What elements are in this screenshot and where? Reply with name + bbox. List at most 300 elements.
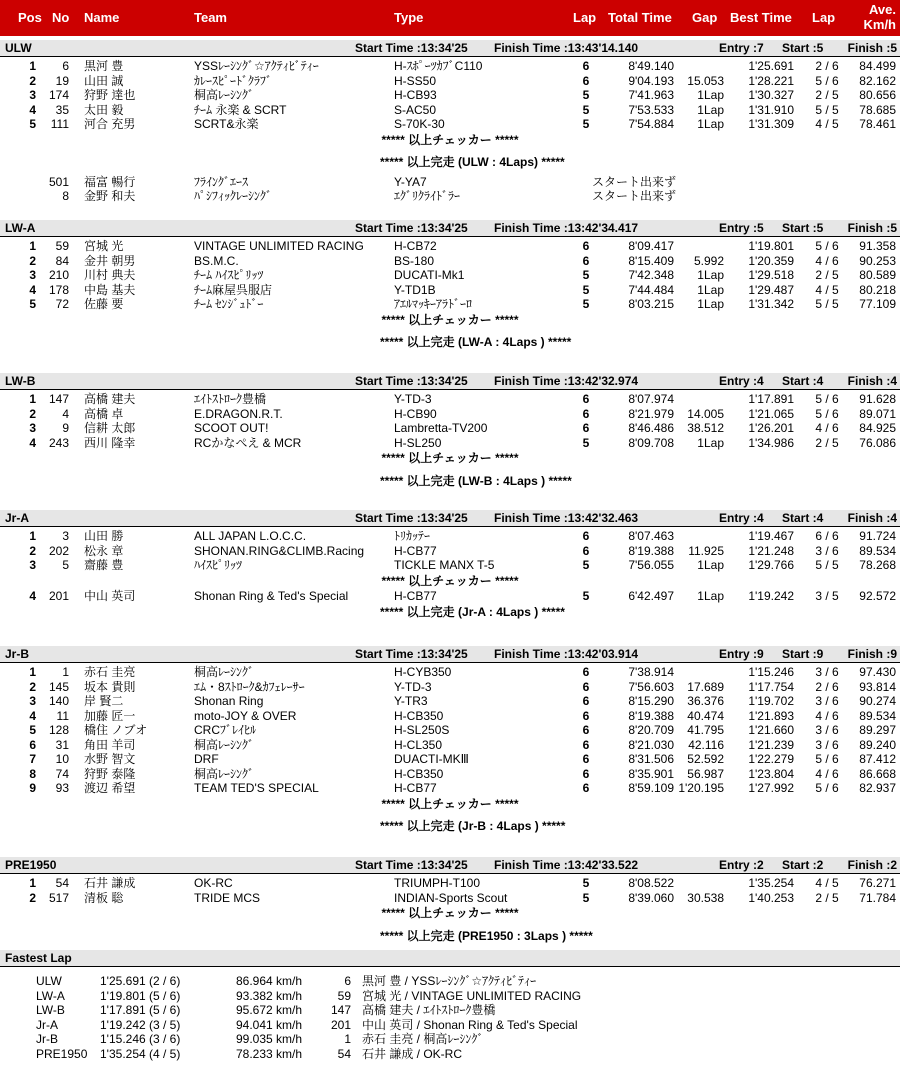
cell-type: Lambretta-TV200 [394, 421, 488, 435]
cell-type: Y-TD-3 [394, 679, 432, 694]
cell-team: CRCﾌﾞﾚｲﾋﾙ [194, 723, 256, 737]
cell-lap: 6 [582, 665, 590, 679]
cell-bestlap: 5 / 6 [815, 239, 839, 253]
cell-best: 1'40.253 [748, 890, 794, 905]
cell-no: 31 [55, 737, 69, 752]
fastest-class: LW-A [36, 988, 65, 1003]
cell-total: 7'41.963 [628, 88, 674, 102]
fastest-class: ULW [36, 974, 62, 988]
cell-team: BS.M.C. [194, 253, 239, 268]
cell-ave: 77.109 [859, 297, 896, 311]
cell-type: Y-TD-3 [394, 392, 432, 406]
cell-bestlap: 5 / 6 [815, 73, 839, 88]
cell-lap: 6 [582, 737, 590, 752]
cell-no: 501 [48, 174, 69, 189]
cell-team: ALL JAPAN L.O.C.C. [194, 529, 307, 543]
cell-team: Shonan Ring & Ted's Special [194, 589, 349, 603]
cell-total: 8'15.409 [628, 253, 674, 268]
header-lap: Lap [573, 10, 597, 25]
cell-type: S-70K-30 [394, 117, 445, 131]
cell-team: 桐高ﾚｰｼﾝｸﾞ [194, 737, 255, 752]
cell-name: 狩野 泰隆 [84, 766, 136, 781]
cell-best: 1'28.221 [748, 73, 794, 88]
class-entry-count: Entry :4 [719, 511, 764, 525]
cell-best: 1'31.342 [748, 297, 794, 311]
cell-team: ﾌﾗｲﾝｸﾞｴｰｽ [194, 174, 249, 189]
cell-team: YSSﾚｰｼﾝｸﾞ☆ｱｸﾃｨﾋﾞﾃｨｰ [194, 59, 319, 73]
cell-pos: 1 [29, 59, 36, 73]
cell-pos: 3 [29, 421, 36, 435]
cell-type: Y-YA7 [394, 174, 427, 189]
cell-pos: 3 [29, 268, 36, 282]
cell-name: 金井 朝男 [84, 253, 136, 268]
fastest-no: 201 [330, 1017, 351, 1032]
cell-ave: 84.925 [859, 421, 896, 435]
cell-lap: 6 [582, 766, 590, 781]
cell-gap: 1Lap [697, 268, 724, 282]
cell-gap: 1Lap [697, 88, 724, 102]
cell-no: 8 [62, 189, 69, 203]
cell-bestlap: 3 / 6 [815, 543, 839, 558]
fastest-rider-team: 黒河 豊 / YSSﾚｰｼﾝｸﾞ☆ｱｸﾃｨﾋﾞﾃｨｰ [362, 974, 537, 988]
cell-lap: 5 [582, 282, 590, 297]
cell-name: 西川 隆幸 [84, 435, 136, 450]
cell-gap: 5.992 [693, 253, 724, 268]
cell-best: 1'31.309 [748, 117, 794, 131]
cell-total: 8'59.109 [628, 781, 674, 795]
cell-best: 1'21.248 [748, 543, 794, 558]
cell-no: 128 [48, 723, 69, 737]
cell-type: DUCATI-Mk1 [394, 268, 465, 282]
header-no: No [52, 10, 70, 25]
cell-best: 1'27.992 [748, 781, 794, 795]
cell-team: OK-RC [194, 876, 233, 890]
cell-name: 高橋 建夫 [84, 392, 136, 406]
cell-no: 93 [55, 781, 69, 795]
cell-gap: 17.689 [687, 679, 724, 694]
cell-ave: 92.572 [859, 589, 896, 603]
class-start-time: Start Time :13:34'25 [355, 511, 468, 525]
cell-name: 山田 誠 [84, 73, 124, 88]
cell-type: H-CB350 [394, 766, 444, 781]
cell-best: 1'35.254 [748, 876, 794, 890]
fastest-no: 59 [337, 988, 351, 1003]
cell-pos: 2 [29, 890, 36, 905]
cell-gap: 1Lap [697, 435, 724, 450]
cell-pos: 1 [29, 239, 36, 253]
cell-no: 11 [56, 708, 69, 723]
cell-best: 1'23.804 [748, 766, 794, 781]
checker-line: ***** 以上チェッカー ***** [381, 451, 519, 465]
cell-ave: 91.628 [859, 392, 896, 406]
fastest-speed: 86.964 km/h [236, 974, 303, 988]
cell-ave: 78.461 [859, 117, 896, 131]
cell-ave: 86.668 [859, 766, 896, 781]
cell-bestlap: 2 / 6 [815, 679, 839, 694]
cell-lap: 6 [582, 679, 590, 694]
class-name: PRE1950 [5, 858, 57, 872]
complete-line: ***** 以上完走 (ULW : 4Laps) ***** [380, 155, 565, 169]
fastest-speed: 93.382 km/h [236, 988, 303, 1003]
cell-total: 8'46.486 [628, 421, 674, 435]
cell-best: 1'29.487 [748, 282, 794, 297]
cell-pos: 5 [29, 723, 36, 737]
cell-gap: 1Lap [697, 558, 724, 572]
cell-pos: 4 [29, 282, 36, 297]
cell-total: 8'19.388 [628, 543, 674, 558]
cell-best: 1'34.986 [748, 435, 794, 450]
cell-gap: 40.474 [687, 708, 724, 723]
cell-ave: 76.271 [859, 876, 896, 890]
cell-ave: 89.297 [859, 723, 896, 737]
cell-no: 243 [48, 435, 69, 450]
cell-pos: 7 [29, 752, 36, 766]
cell-ave: 71.784 [859, 890, 896, 905]
cell-best: 1'26.201 [748, 421, 794, 435]
cell-team: RCかなぺえ & MCR [194, 435, 302, 450]
class-name: Jr-A [5, 511, 30, 525]
cell-lap: 6 [582, 694, 590, 708]
cell-type: H-CB72 [394, 239, 437, 253]
cell-type: TRIUMPH-T100 [394, 876, 481, 890]
cell-pos: 9 [29, 781, 36, 795]
fastest-rider-team: 石井 謙成 / OK-RC [362, 1047, 463, 1061]
cell-best: 1'29.766 [748, 558, 794, 572]
cell-lap: 5 [582, 297, 590, 311]
class-header-divider [0, 56, 900, 57]
cell-lap: 5 [582, 117, 590, 131]
cell-pos: 5 [29, 117, 36, 131]
cell-gap: 15.053 [687, 73, 724, 88]
cell-total: 7'38.914 [628, 665, 674, 679]
cell-lap: 6 [582, 529, 590, 543]
cell-total: 7'56.055 [628, 558, 674, 572]
class-header-divider [0, 389, 900, 390]
cell-gap: 1Lap [697, 102, 724, 117]
checker-line: ***** 以上チェッカー ***** [381, 573, 519, 588]
cell-name: 黒河 豊 [84, 59, 124, 73]
cell-pos: 1 [29, 876, 36, 890]
complete-line: ***** 以上完走 (Jr-B : 4Laps ) ***** [380, 819, 566, 833]
fastest-rider-team: 中山 英司 / Shonan Ring & Ted's Special [362, 1017, 578, 1032]
cell-no: 4 [62, 406, 69, 421]
cell-best: 1'17.754 [748, 679, 794, 694]
header-total-time: Total Time [608, 10, 672, 25]
class-start-count: Start :9 [782, 647, 824, 661]
cell-ave: 80.656 [859, 88, 896, 102]
checker-line: ***** 以上チェッカー ***** [381, 906, 519, 920]
class-start-count: Start :5 [782, 221, 824, 235]
cell-pos: 2 [29, 253, 36, 268]
cell-bestlap: 5 / 5 [815, 102, 839, 117]
cell-team: DRF [194, 752, 219, 766]
class-finish-count: Finish :5 [847, 41, 897, 55]
cell-pos: 4 [29, 435, 36, 450]
cell-bestlap: 6 / 6 [815, 529, 839, 543]
cell-lap: 5 [582, 102, 590, 117]
cell-team: moto-JOY & OVER [194, 708, 297, 723]
cell-no: 178 [48, 282, 69, 297]
cell-best: 1'30.327 [748, 88, 794, 102]
cell-best: 1'19.801 [748, 239, 794, 253]
class-finish-count: Finish :2 [847, 858, 897, 872]
cell-ave: 89.534 [859, 708, 896, 723]
fastest-time: 1'17.891 (5 / 6) [100, 1003, 181, 1018]
class-header-divider [0, 526, 900, 527]
cell-ave: 89.534 [859, 543, 896, 558]
cell-name: 橋住 ノブオ [84, 723, 148, 737]
cell-bestlap: 4 / 5 [815, 282, 839, 297]
cell-ave: 78.685 [859, 102, 896, 117]
cell-best: 1'15.246 [748, 665, 794, 679]
cell-type: ｱｴﾙﾏｯｷｰｱﾗﾄﾞｰﾛ [394, 297, 473, 311]
class-start-count: Start :2 [782, 858, 824, 872]
cell-bestlap: 4 / 6 [815, 421, 839, 435]
cell-bestlap: 2 / 5 [815, 88, 839, 102]
cell-name: 中山 英司 [84, 589, 136, 603]
fastest-time: 1'25.691 (2 / 6) [100, 974, 181, 988]
cell-name: 高橋 卓 [84, 406, 124, 421]
cell-best: 1'20.359 [748, 253, 794, 268]
cell-total: 8'19.388 [628, 708, 674, 723]
class-finish-time: Finish Time :13:42'32.463 [494, 511, 639, 525]
cell-ave: 90.274 [859, 694, 896, 708]
cell-total: 8'07.974 [628, 392, 674, 406]
cell-team: E.DRAGON.R.T. [194, 406, 283, 421]
cell-name: 中島 基夫 [84, 282, 136, 297]
cell-ave: 91.358 [859, 239, 896, 253]
cell-no: 147 [48, 392, 69, 406]
cell-bestlap: 5 / 6 [815, 406, 839, 421]
cell-ave: 93.814 [859, 679, 896, 694]
cell-total: 8'09.708 [628, 435, 674, 450]
fastest-class: PRE1950 [36, 1047, 88, 1061]
fastest-class: Jr-A [36, 1017, 58, 1032]
class-finish-count: Finish :4 [847, 511, 897, 525]
cell-no: 145 [48, 679, 69, 694]
fastest-class: LW-B [36, 1003, 65, 1018]
cell-team: ﾁｰﾑ 永楽 & SCRT [194, 102, 287, 117]
fastest-no: 147 [330, 1003, 351, 1018]
cell-pos: 2 [29, 543, 36, 558]
cell-total: 8'08.522 [628, 876, 674, 890]
cell-type: TICKLE MANX T-5 [394, 558, 495, 572]
cell-ave: 89.240 [859, 737, 896, 752]
cell-name: 山田 勝 [84, 529, 124, 543]
cell-pos: 3 [29, 558, 36, 572]
complete-line: ***** 以上完走 (LW-B : 4Laps ) ***** [380, 473, 572, 488]
cell-type: DUACTI-MKⅢ [394, 752, 469, 766]
class-name: Jr-B [5, 647, 30, 661]
cell-type: H-CB90 [394, 406, 437, 421]
fastest-speed: 78.233 km/h [236, 1047, 303, 1061]
cell-lap: 5 [582, 88, 590, 102]
class-start-count: Start :4 [782, 511, 824, 525]
cell-bestlap: 5 / 6 [815, 781, 839, 795]
cell-pos: 5 [29, 297, 36, 311]
cell-pos: 6 [29, 737, 36, 752]
cell-gap: 41.795 [687, 723, 724, 737]
cell-lap: 5 [582, 435, 590, 450]
fastest-time: 1'35.254 (4 / 5) [100, 1047, 181, 1061]
cell-ave: 78.268 [859, 558, 896, 572]
cell-pos: 4 [29, 708, 36, 723]
cell-gap: 1Lap [697, 589, 724, 603]
cell-ave: 84.499 [859, 59, 896, 73]
cell-name: 河合 充男 [84, 117, 136, 131]
header-name: Name [84, 10, 120, 25]
cell-no: 10 [55, 752, 69, 766]
class-entry-count: Entry :4 [719, 374, 764, 388]
cell-lap: 5 [582, 876, 590, 890]
cell-best: 1'31.910 [748, 102, 794, 117]
cell-ave: 89.071 [859, 406, 896, 421]
cell-best: 1'29.518 [748, 268, 794, 282]
cell-name: 太田 毅 [84, 102, 124, 117]
cell-type: H-CB77 [394, 589, 437, 603]
class-name: LW-B [5, 374, 36, 388]
cell-type: BS-180 [394, 253, 435, 268]
cell-best: 1'17.891 [748, 392, 794, 406]
cell-bestlap: 4 / 6 [815, 766, 839, 781]
cell-pos: 1 [29, 529, 36, 543]
cell-ave: 97.430 [859, 665, 896, 679]
fastest-lap-stripe [0, 950, 900, 966]
cell-team: ﾁｰﾑ ｾﾝｼﾞｭﾄﾞｰ [194, 297, 264, 311]
cell-gap: 56.987 [687, 766, 724, 781]
class-start-time: Start Time :13:34'25 [355, 41, 468, 55]
header-gap: Gap [692, 10, 718, 25]
fastest-rider-team: 高橋 建夫 / ｴｲﾄｽﾄﾛｰｸ豊橋 [362, 1003, 496, 1018]
cell-type: H-CB77 [394, 781, 437, 795]
cell-ave: 91.724 [859, 529, 896, 543]
cell-team: 桐高ﾚｰｼﾝｸﾞ [194, 88, 255, 102]
cell-no: 111 [50, 117, 69, 131]
cell-name: 水野 智文 [84, 752, 136, 766]
complete-line: ***** 以上完走 (Jr-A : 4Laps ) ***** [380, 604, 565, 619]
cell-best: 1'19.702 [748, 694, 794, 708]
class-start-time: Start Time :13:34'25 [355, 221, 468, 235]
cell-name: 岸 賢二 [84, 694, 124, 708]
cell-lap: 6 [582, 239, 590, 253]
cell-no: 201 [48, 589, 69, 603]
cell-bestlap: 3 / 6 [815, 737, 839, 752]
cell-pos: 3 [29, 88, 36, 102]
cell-name: 宮城 光 [84, 239, 124, 253]
cell-bestlap: 5 / 5 [815, 558, 839, 572]
cell-gap: 11.925 [688, 543, 724, 558]
cell-team: ｴﾑ・8ｽﾄﾛｰｸ&ｶﾌｪﾚｰｻｰ [194, 679, 305, 694]
class-entry-count: Entry :5 [719, 221, 764, 235]
fastest-speed: 99.035 km/h [236, 1032, 303, 1047]
checker-line: ***** 以上チェッカー ***** [381, 132, 519, 147]
cell-lap: 6 [582, 421, 590, 435]
cell-total: 7'44.484 [628, 282, 674, 297]
cell-team: ｶﾚｰｽﾋﾟｰﾄﾞｸﾗﾌﾞ [194, 73, 273, 88]
cell-bestlap: 2 / 5 [815, 890, 839, 905]
cell-pos: 2 [29, 679, 36, 694]
checker-line: ***** 以上チェッカー ***** [381, 796, 519, 811]
cell-total: 8'07.463 [628, 529, 674, 543]
cell-total: 7'54.884 [628, 117, 674, 131]
class-finish-time: Finish Time :13:43'14.140 [494, 41, 639, 55]
results-header-bar [0, 0, 900, 36]
cell-best: 1'19.242 [748, 589, 794, 603]
cell-lap: 6 [582, 708, 590, 723]
cell-no: 517 [48, 890, 69, 905]
class-finish-count: Finish :4 [847, 374, 897, 388]
cell-lap: 6 [582, 723, 590, 737]
class-finish-time: Finish Time :13:42'33.522 [494, 858, 639, 872]
cell-team: ﾁｰﾑ ﾊｲｽﾋﾟﾘｯﾂ [194, 268, 264, 282]
cell-type: H-CL350 [394, 737, 443, 752]
cell-total: 8'21.030 [628, 737, 674, 752]
cell-best: 1'21.239 [748, 737, 794, 752]
cell-bestlap: 4 / 6 [815, 253, 839, 268]
cell-lap: 6 [582, 543, 590, 558]
cell-type: H-SL250 [394, 435, 442, 450]
cell-bestlap: 3 / 6 [815, 723, 839, 737]
cell-lap: 6 [582, 253, 590, 268]
cell-lap: 6 [582, 406, 590, 421]
cell-total: 8'09.417 [628, 239, 674, 253]
cell-no: 202 [48, 543, 69, 558]
fastest-class: Jr-B [36, 1032, 58, 1047]
cell-team: SCRT&永楽 [194, 117, 259, 131]
cell-type: H-CB93 [394, 88, 437, 102]
complete-line: ***** 以上完走 (PRE1950 : 3Laps ) ***** [380, 928, 593, 943]
fastest-no: 6 [344, 974, 351, 988]
cell-no: 6 [62, 59, 69, 73]
cell-team: SHONAN.RING&CLIMB.Racing [194, 543, 365, 558]
cell-pos: 1 [29, 665, 36, 679]
cell-total: 8'39.060 [628, 890, 674, 905]
cell-type: Y-TD1B [394, 282, 436, 297]
cell-team: ﾊﾟｼﾌｨｯｸﾚｰｼﾝｸﾞ [194, 189, 273, 203]
cell-bestlap: 3 / 6 [815, 694, 839, 708]
cell-bestlap: 3 / 6 [815, 665, 839, 679]
class-name: LW-A [5, 221, 36, 235]
cell-ave: 82.162 [859, 73, 896, 88]
cell-team: SCOOT OUT! [194, 421, 269, 435]
cell-no: 35 [55, 102, 69, 117]
cell-team: TRIDE MCS [194, 890, 260, 905]
cell-team: TEAM TED'S SPECIAL [194, 781, 319, 795]
cell-total: 8'35.901 [628, 766, 674, 781]
cell-type: H-CB350 [394, 708, 444, 723]
cell-gap: 38.512 [687, 421, 724, 435]
cell-lap: 6 [582, 781, 590, 795]
cell-total: 8'31.506 [628, 752, 674, 766]
cell-total: 8'49.140 [628, 59, 674, 73]
cell-lap: 6 [582, 392, 590, 406]
class-start-count: Start :5 [782, 41, 824, 55]
cell-total: 6'42.497 [628, 589, 674, 603]
cell-name: 松永 章 [84, 543, 124, 558]
cell-ave: 76.086 [859, 435, 896, 450]
cell-status: スタート出来ず [592, 189, 677, 203]
class-header-divider [0, 662, 900, 663]
cell-total: 8'03.215 [628, 297, 674, 311]
cell-name: 清板 聡 [84, 890, 124, 905]
cell-name: 坂本 貴則 [84, 679, 136, 694]
cell-no: 19 [55, 73, 69, 88]
cell-team: ﾊｲｽﾋﾟﾘｯﾂ [194, 558, 243, 572]
cell-name: 金野 和夫 [84, 189, 136, 203]
cell-pos: 1 [29, 392, 36, 406]
cell-name: 佐藤 要 [84, 297, 124, 311]
cell-bestlap: 3 / 5 [815, 589, 839, 603]
